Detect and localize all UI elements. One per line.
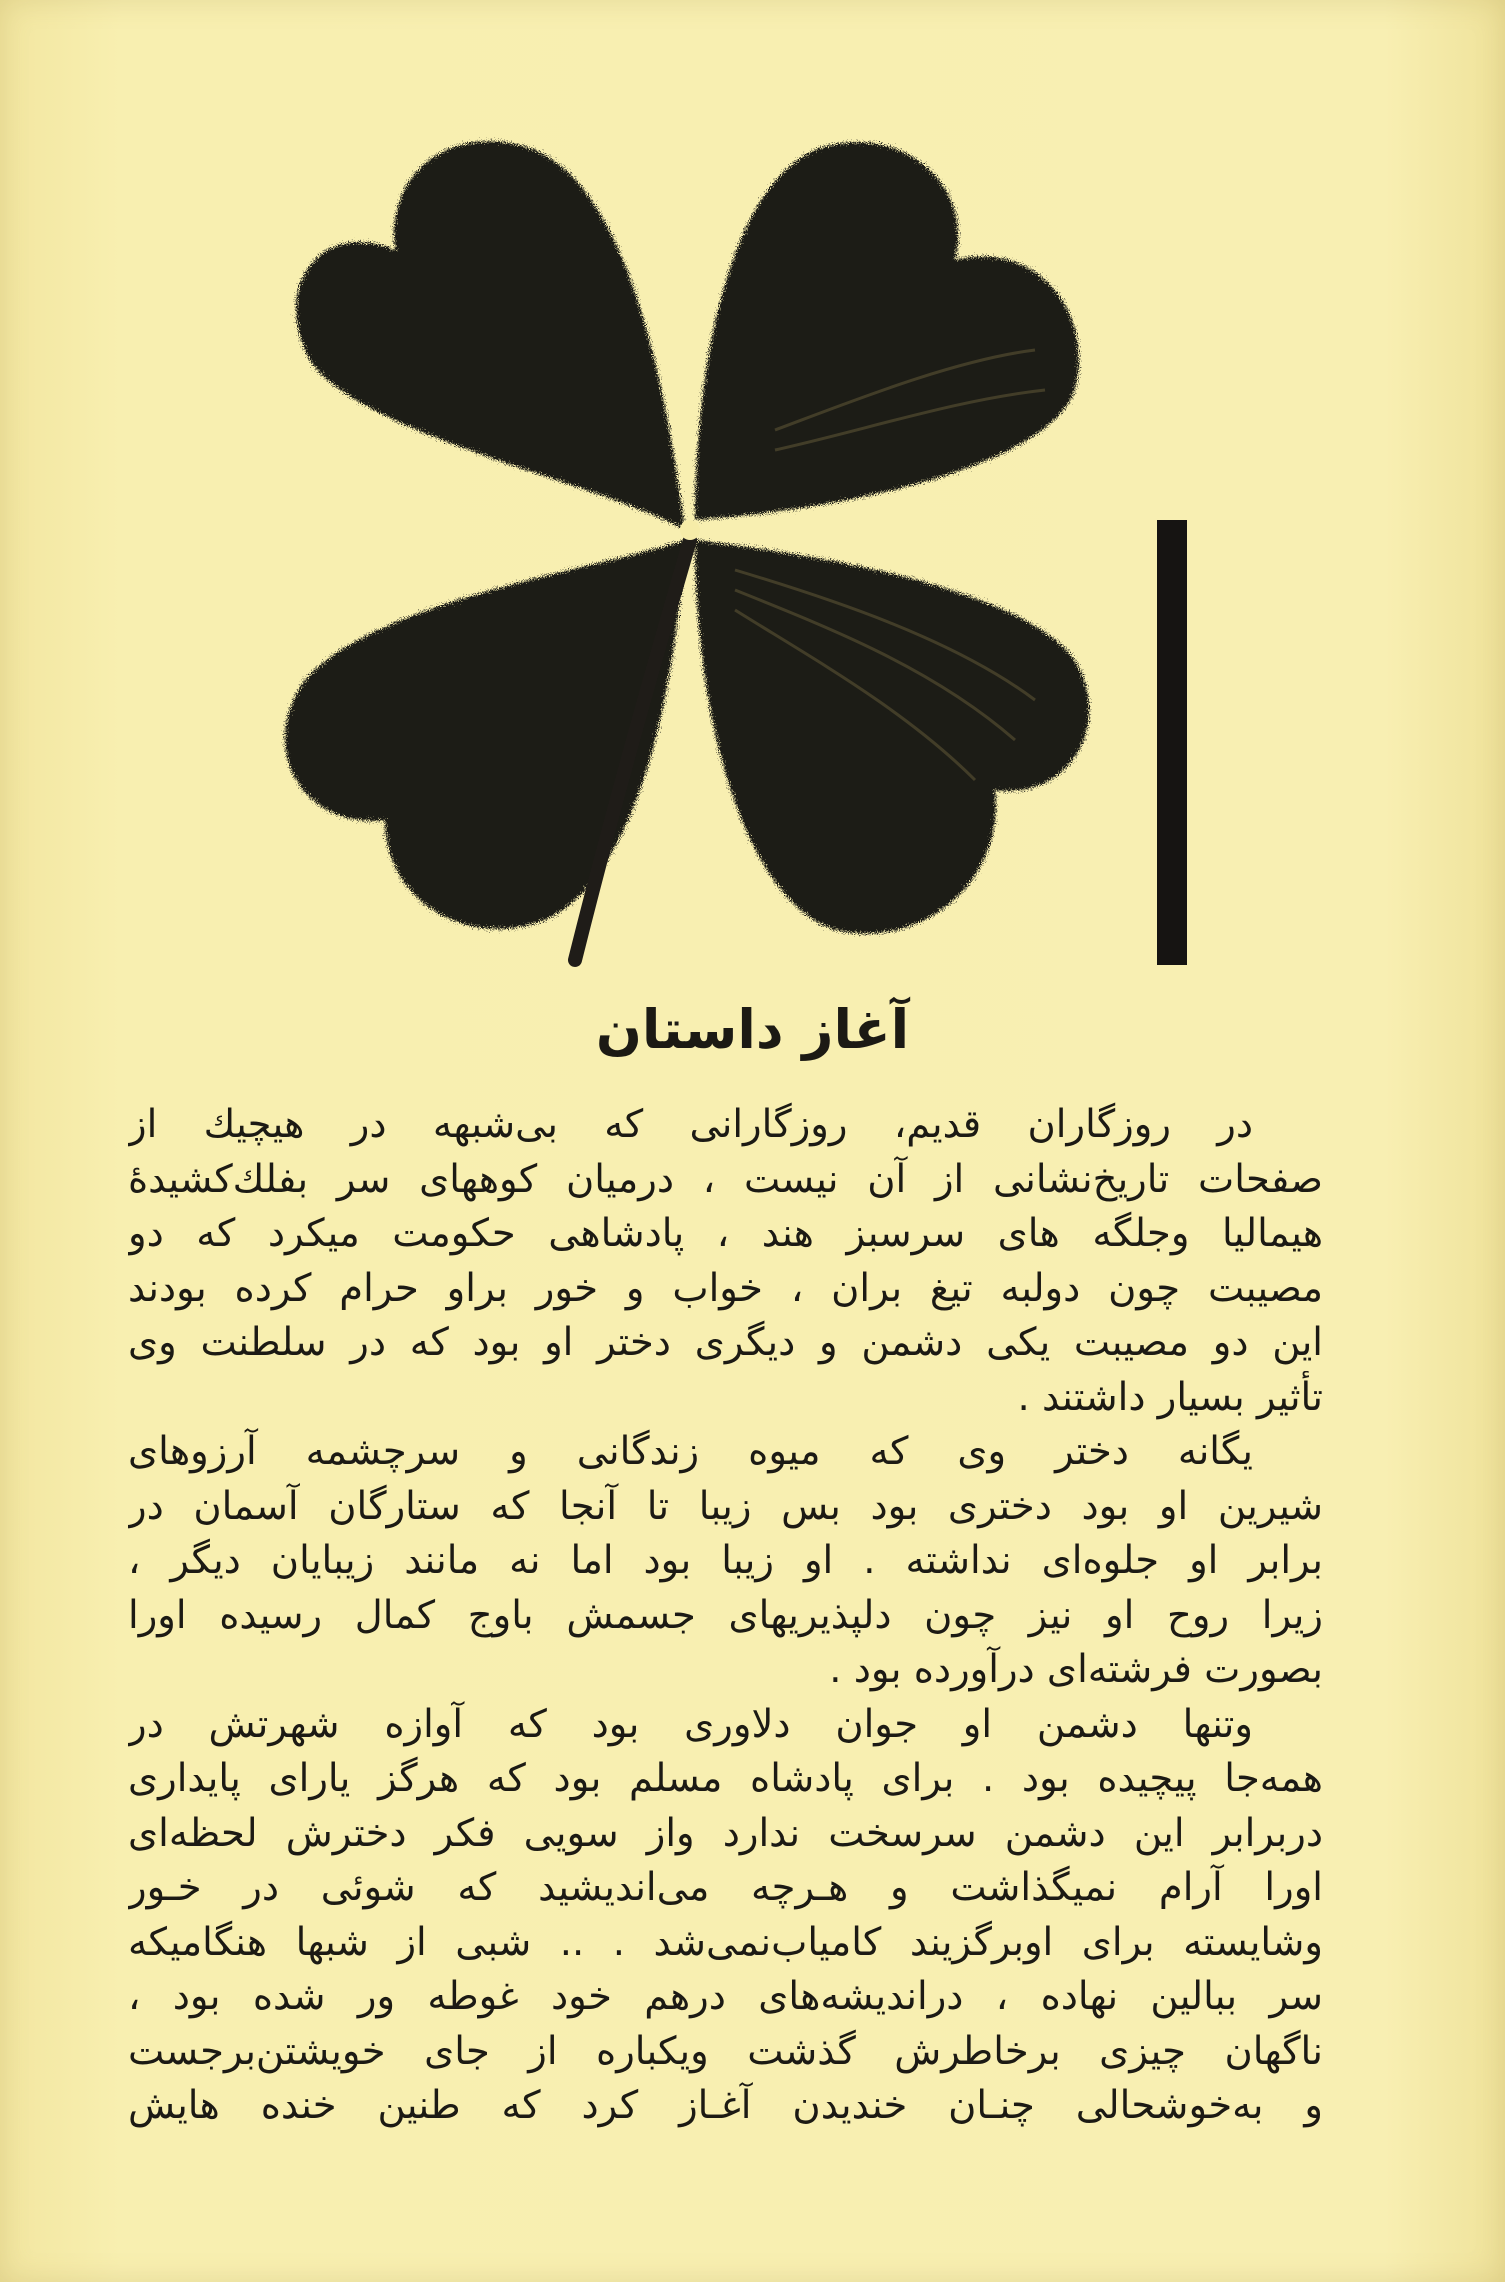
text-line: این دو مصیبت یکی دشمن و دیگری دختر او بود که در سلطنت وی (128, 1320, 1323, 1365)
text-line: مصیبت چون دولبه تیغ بران ، خواب و خور براو حرام کرده بودند (128, 1265, 1323, 1311)
text-line: هیمالیا وجلگه های سرسبز هند ، پادشاهی حکومت میکرد که دو (128, 1211, 1323, 1256)
four-leaf-clover-illustration (215, 100, 1175, 980)
text-line: تأثیر بسیار داشتند . (1017, 1374, 1323, 1420)
clover-leaf-bottom-left (285, 540, 685, 929)
text-line: در روزگاران قدیم، روزگارانی که بی‌شبهه در هیچیك از (128, 1102, 1253, 1147)
text-line: یگانه دختر وی که میوه زندگانی و سرچشمه آرزوهای (128, 1429, 1253, 1474)
text-line: دربرابر این دشمن سرسخت ندارد واز سویی فکر دخترش لحظه‌ای (128, 1810, 1323, 1856)
clover-leaf-top-right (695, 142, 1079, 520)
paragraph-2 (128, 1425, 1323, 1698)
text-line: صفحات تاریخ‌نشانی از آن نیست ، درمیان کوههای سر بفلك‌کشیدهٔ (128, 1156, 1323, 1202)
text-line: وتنها دشمن او جوان دلاوری بود که آوازه شهرتش در (128, 1701, 1253, 1747)
text-line: وشایسته برای اوبرگزیند کامیاب‌نمی‌شد . .. شبی از شبها هنگامیکه (128, 1919, 1323, 1965)
text-line: سر ببالین نهاده ، دراندیشه‌های درهم خود غوطه ور شده بود ، (128, 1974, 1323, 2019)
text-line: برابر او جلوه‌ای نداشته . او زیبا بود اما نه مانند زیبایان دیگر ، (128, 1538, 1323, 1583)
paragraph-3 (128, 1698, 1323, 2134)
text-line: ناگهان چیزی برخاطرش گذشت ویکباره از جای خویشتن‌برجست (128, 2028, 1323, 2074)
text-line: همه‌جا پیچیده بود . برای پادشاه مسلم بود که هرگز یارای پایداری (128, 1756, 1323, 1801)
paragraph-1 (128, 1098, 1323, 1425)
text-line: بصورت فرشته‌ای درآورده بود . (829, 1647, 1323, 1692)
text-line: اورا آرام نمیگذاشت و هـرچه می‌اندیشید که شوئی در خـور (128, 1865, 1323, 1910)
chapter-title: آغاز داستان (595, 998, 910, 1061)
body-text (128, 1098, 1323, 2208)
chapter-number-one (1157, 520, 1187, 965)
text-line: و به‌خوشحالی چنـان خندیدن آغـاز کرد که طنین خنده هایش (128, 2083, 1323, 2128)
text-line: شیرین او بود دختری بود بس زیبا تا آنجا که ستارگان آسمان در (128, 1483, 1323, 1529)
text-line: زیرا روح او نیز چون دلپذیریهای جسمش باوج کمال رسیده اورا (128, 1592, 1323, 1638)
clover-leaf-top-left (296, 141, 685, 530)
